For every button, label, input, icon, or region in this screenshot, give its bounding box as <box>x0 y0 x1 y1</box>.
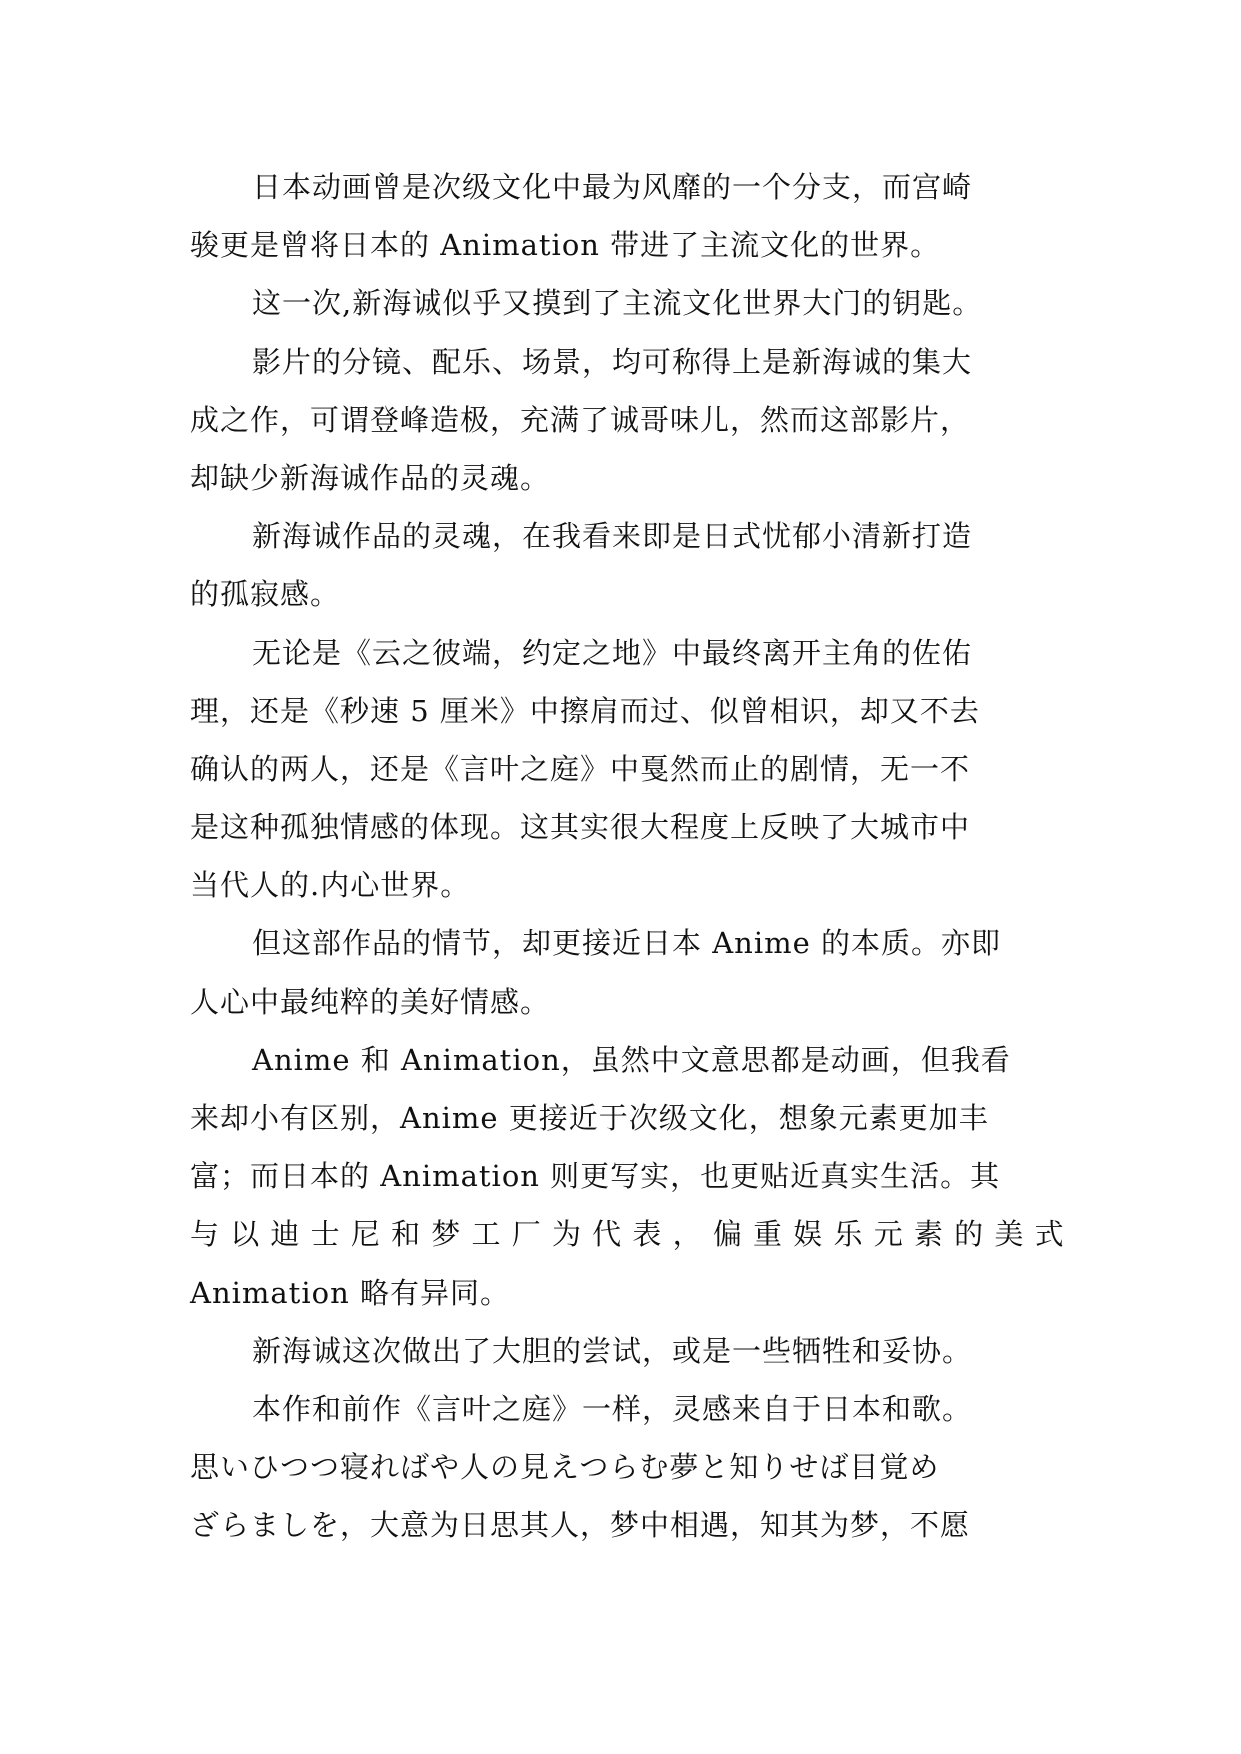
text-line: 骏更是曾将日本的 Animation 带进了主流文化的世界。 <box>190 228 941 263</box>
text-line: 成之作，可谓登峰造极，充满了诚哥味儿，然而这部影片， <box>190 402 971 437</box>
text-line: 当代人的.内心世界。 <box>190 868 471 903</box>
text-line: 影片的分镜、配乐、场景，均可称得上是新海诚的集大 <box>252 344 973 379</box>
text-line: Animation 略有异同。 <box>190 1275 510 1310</box>
text-line: 本作和前作《言叶之庭》一样，灵感来自于日本和歌。 <box>252 1391 973 1426</box>
text-line: 无论是《云之彼端，约定之地》中最终离开主角的佐佑 <box>252 635 973 670</box>
text-line: 来却小有区别，Anime 更接近于次级文化，想象元素更加丰 <box>190 1101 989 1135</box>
text-line: 思いひつつ寝ればや人の見えつらむ夢と知りせば目覚め <box>190 1450 940 1485</box>
text-line: 日本动画曾是次级文化中最为风靡的一个分支，而宫崎 <box>252 170 973 204</box>
text-line: 这一次,新海诚似乎又摸到了主流文化世界大门的钥匙。 <box>252 286 983 321</box>
text-line: ざらましを，大意为日思其人，梦中相遇，知其为梦，不愿 <box>190 1508 971 1543</box>
text-line: 的孤寂感。 <box>190 577 341 612</box>
text-line: 新海诚作品的灵魂，在我看来即是日式忧郁小清新打造 <box>252 519 973 554</box>
text-line: 但这部作品的情节，却更接近日本 Anime 的本质。亦即 <box>252 926 1001 961</box>
text-line: 新海诚这次做出了大胆的尝试，或是一些牺牲和妥协。 <box>252 1333 973 1368</box>
text-line: 富；而日本的 Animation 则更写实，也更贴近真实生活。其 <box>190 1159 1001 1194</box>
article-body <box>190 158 1065 1555</box>
text-line: 与 以 迪 士 尼 和 梦 工 厂 为 代 表 ， 偏 重 娱 乐 元 素 的 美 式 <box>190 1217 1065 1252</box>
text-line: 人心中最纯粹的美好情感。 <box>190 984 551 1019</box>
text-line: Anime 和 Animation，虽然中文意思都是动画，但我看 <box>252 1042 1011 1077</box>
text-line: 确认的两人，还是《言叶之庭》中戛然而止的剧情，无一不 <box>190 751 971 786</box>
text-line: 理，还是《秒速 5 厘米》中擦肩而过、似曾相识，却又不去 <box>190 693 980 728</box>
text-line: 是这种孤独情感的体现。这其实很大程度上反映了大城市中 <box>190 810 971 845</box>
text-line: 却缺少新海诚作品的灵魂。 <box>190 460 551 495</box>
